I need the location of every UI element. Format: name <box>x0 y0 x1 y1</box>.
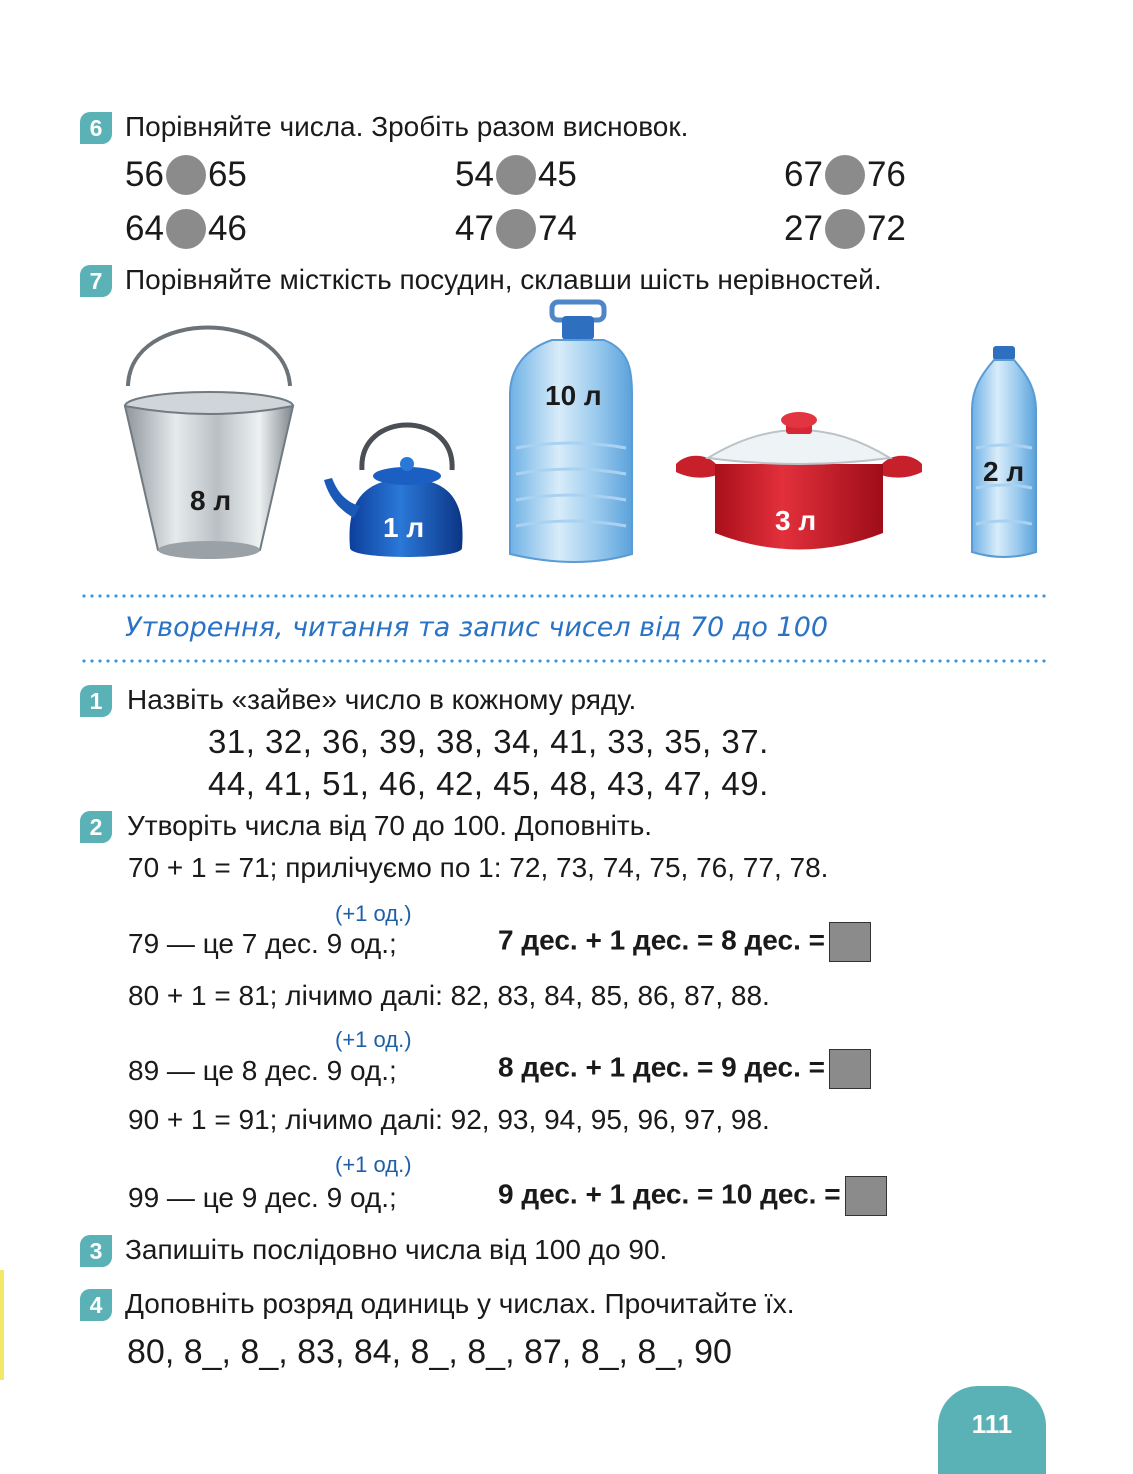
comparison-circle[interactable] <box>825 209 865 249</box>
task-4-text: Доповніть розряд одиниць у числах. Прочитайте їх. <box>125 1288 795 1319</box>
comparison-4 <box>125 209 247 249</box>
task-6-text: Порівняйте числа. Зробіть разом висновок. <box>125 111 689 142</box>
vessel-label-pot: 3 л <box>775 505 817 536</box>
task-2-line-3: 80 + 1 = 81; лічимо далі: 82, 83, 84, 85, 86, 87, 88. <box>128 980 770 1011</box>
section-divider-bottom <box>80 659 1046 663</box>
comparison-circle[interactable] <box>496 209 536 249</box>
comparison-right: 74 <box>537 209 577 248</box>
section-divider-top <box>80 594 1046 598</box>
comparison-1 <box>125 155 247 195</box>
number-sequence: 80, 8_, 8_, 83, 84, 8_, 8_, 87, 8_, 8_, 90 <box>127 1333 732 1371</box>
task-4-badge: 4 <box>80 1289 112 1321</box>
task-7-badge: 7 <box>80 265 112 297</box>
vessel-label-bucket: 8 л <box>190 485 232 516</box>
answer-box[interactable] <box>845 1176 887 1216</box>
task-7-text: Порівняйте місткість посудин, склавши шість нерівностей. <box>125 264 882 295</box>
task-2-line-2-right <box>498 922 871 962</box>
comparison-6 <box>784 209 906 249</box>
comparison-left: 64 <box>125 209 164 248</box>
comparison-3 <box>784 155 906 195</box>
task-2-line-5: 90 + 1 = 91; лічимо далі: 92, 93, 94, 95, 96, 97, 98. <box>128 1104 770 1135</box>
answer-box[interactable] <box>829 922 871 962</box>
task-2-line-2-left: 79 — це 7 дес. 9 од.; <box>128 928 397 959</box>
task-2-line-4-right <box>498 1049 871 1089</box>
section-title: Утворення, читання та запис чисел від 70 до 100 <box>125 612 829 643</box>
vessel-label-small-bottle: 2 л <box>983 456 1025 487</box>
plus-one-hint-1: (+1 од.) <box>335 901 412 926</box>
task-2-badge: 2 <box>80 811 112 843</box>
answer-box[interactable] <box>829 1049 871 1089</box>
task-2-text: Утворіть числа від 70 до 100. Доповніть. <box>127 810 653 841</box>
comparison-right: 46 <box>207 209 247 248</box>
comparison-left: 47 <box>455 209 494 248</box>
bucket-image <box>125 328 293 560</box>
equation-text: 9 дес. + 1 дес. = 10 дес. = <box>498 1178 841 1210</box>
task-2-line-6-right <box>498 1176 887 1216</box>
vessel-label-kettle: 1 л <box>383 512 425 543</box>
vessel-label-big-bottle: 10 л <box>545 380 602 411</box>
comparison-circle[interactable] <box>825 155 865 195</box>
comparison-left: 67 <box>784 155 823 194</box>
big-bottle-image <box>510 302 632 562</box>
task-2-line-6-left: 99 — це 9 дес. 9 од.; <box>128 1182 397 1213</box>
comparison-circle[interactable] <box>166 209 206 249</box>
task-2-line-4-left: 89 — це 8 дес. 9 од.; <box>128 1055 397 1086</box>
plus-one-hint-2: (+1 од.) <box>335 1027 412 1052</box>
task-1-text: Назвіть «зайве» число в кожному ряду. <box>127 684 637 715</box>
task-3-badge: 3 <box>80 1235 112 1267</box>
comparison-5 <box>455 209 577 249</box>
comparison-right: 72 <box>866 209 906 248</box>
comparison-left: 27 <box>784 209 823 248</box>
equation-text: 8 дес. + 1 дес. = 9 дес. = <box>498 1051 825 1083</box>
comparison-circle[interactable] <box>166 155 206 195</box>
plus-one-hint-3: (+1 од.) <box>335 1152 412 1177</box>
task-2-line-1: 70 + 1 = 71; прилічуємо по 1: 72, 73, 74, 75, 76, 77, 78. <box>128 852 829 883</box>
task-6-badge: 6 <box>80 112 112 144</box>
comparison-right: 45 <box>537 155 577 194</box>
comparison-2 <box>455 155 577 195</box>
margin-marker <box>0 1270 4 1380</box>
comparison-right: 76 <box>866 155 906 194</box>
comparison-right: 65 <box>207 155 247 194</box>
page-number: 111 <box>938 1386 1046 1474</box>
equation-text: 7 дес. + 1 дес. = 8 дес. = <box>498 924 825 956</box>
comparison-left: 54 <box>455 155 494 194</box>
number-row-2: 44, 41, 51, 46, 42, 45, 48, 43, 47, 49. <box>208 765 769 802</box>
task-1-badge: 1 <box>80 685 112 717</box>
number-row-1: 31, 32, 36, 39, 38, 34, 41, 33, 35, 37. <box>208 723 769 760</box>
vessels-illustration <box>110 298 1050 570</box>
comparison-circle[interactable] <box>496 155 536 195</box>
task-3-text: Запишіть послідовно числа від 100 до 90. <box>125 1234 668 1265</box>
comparison-left: 56 <box>125 155 164 194</box>
small-bottle-image <box>972 346 1036 557</box>
